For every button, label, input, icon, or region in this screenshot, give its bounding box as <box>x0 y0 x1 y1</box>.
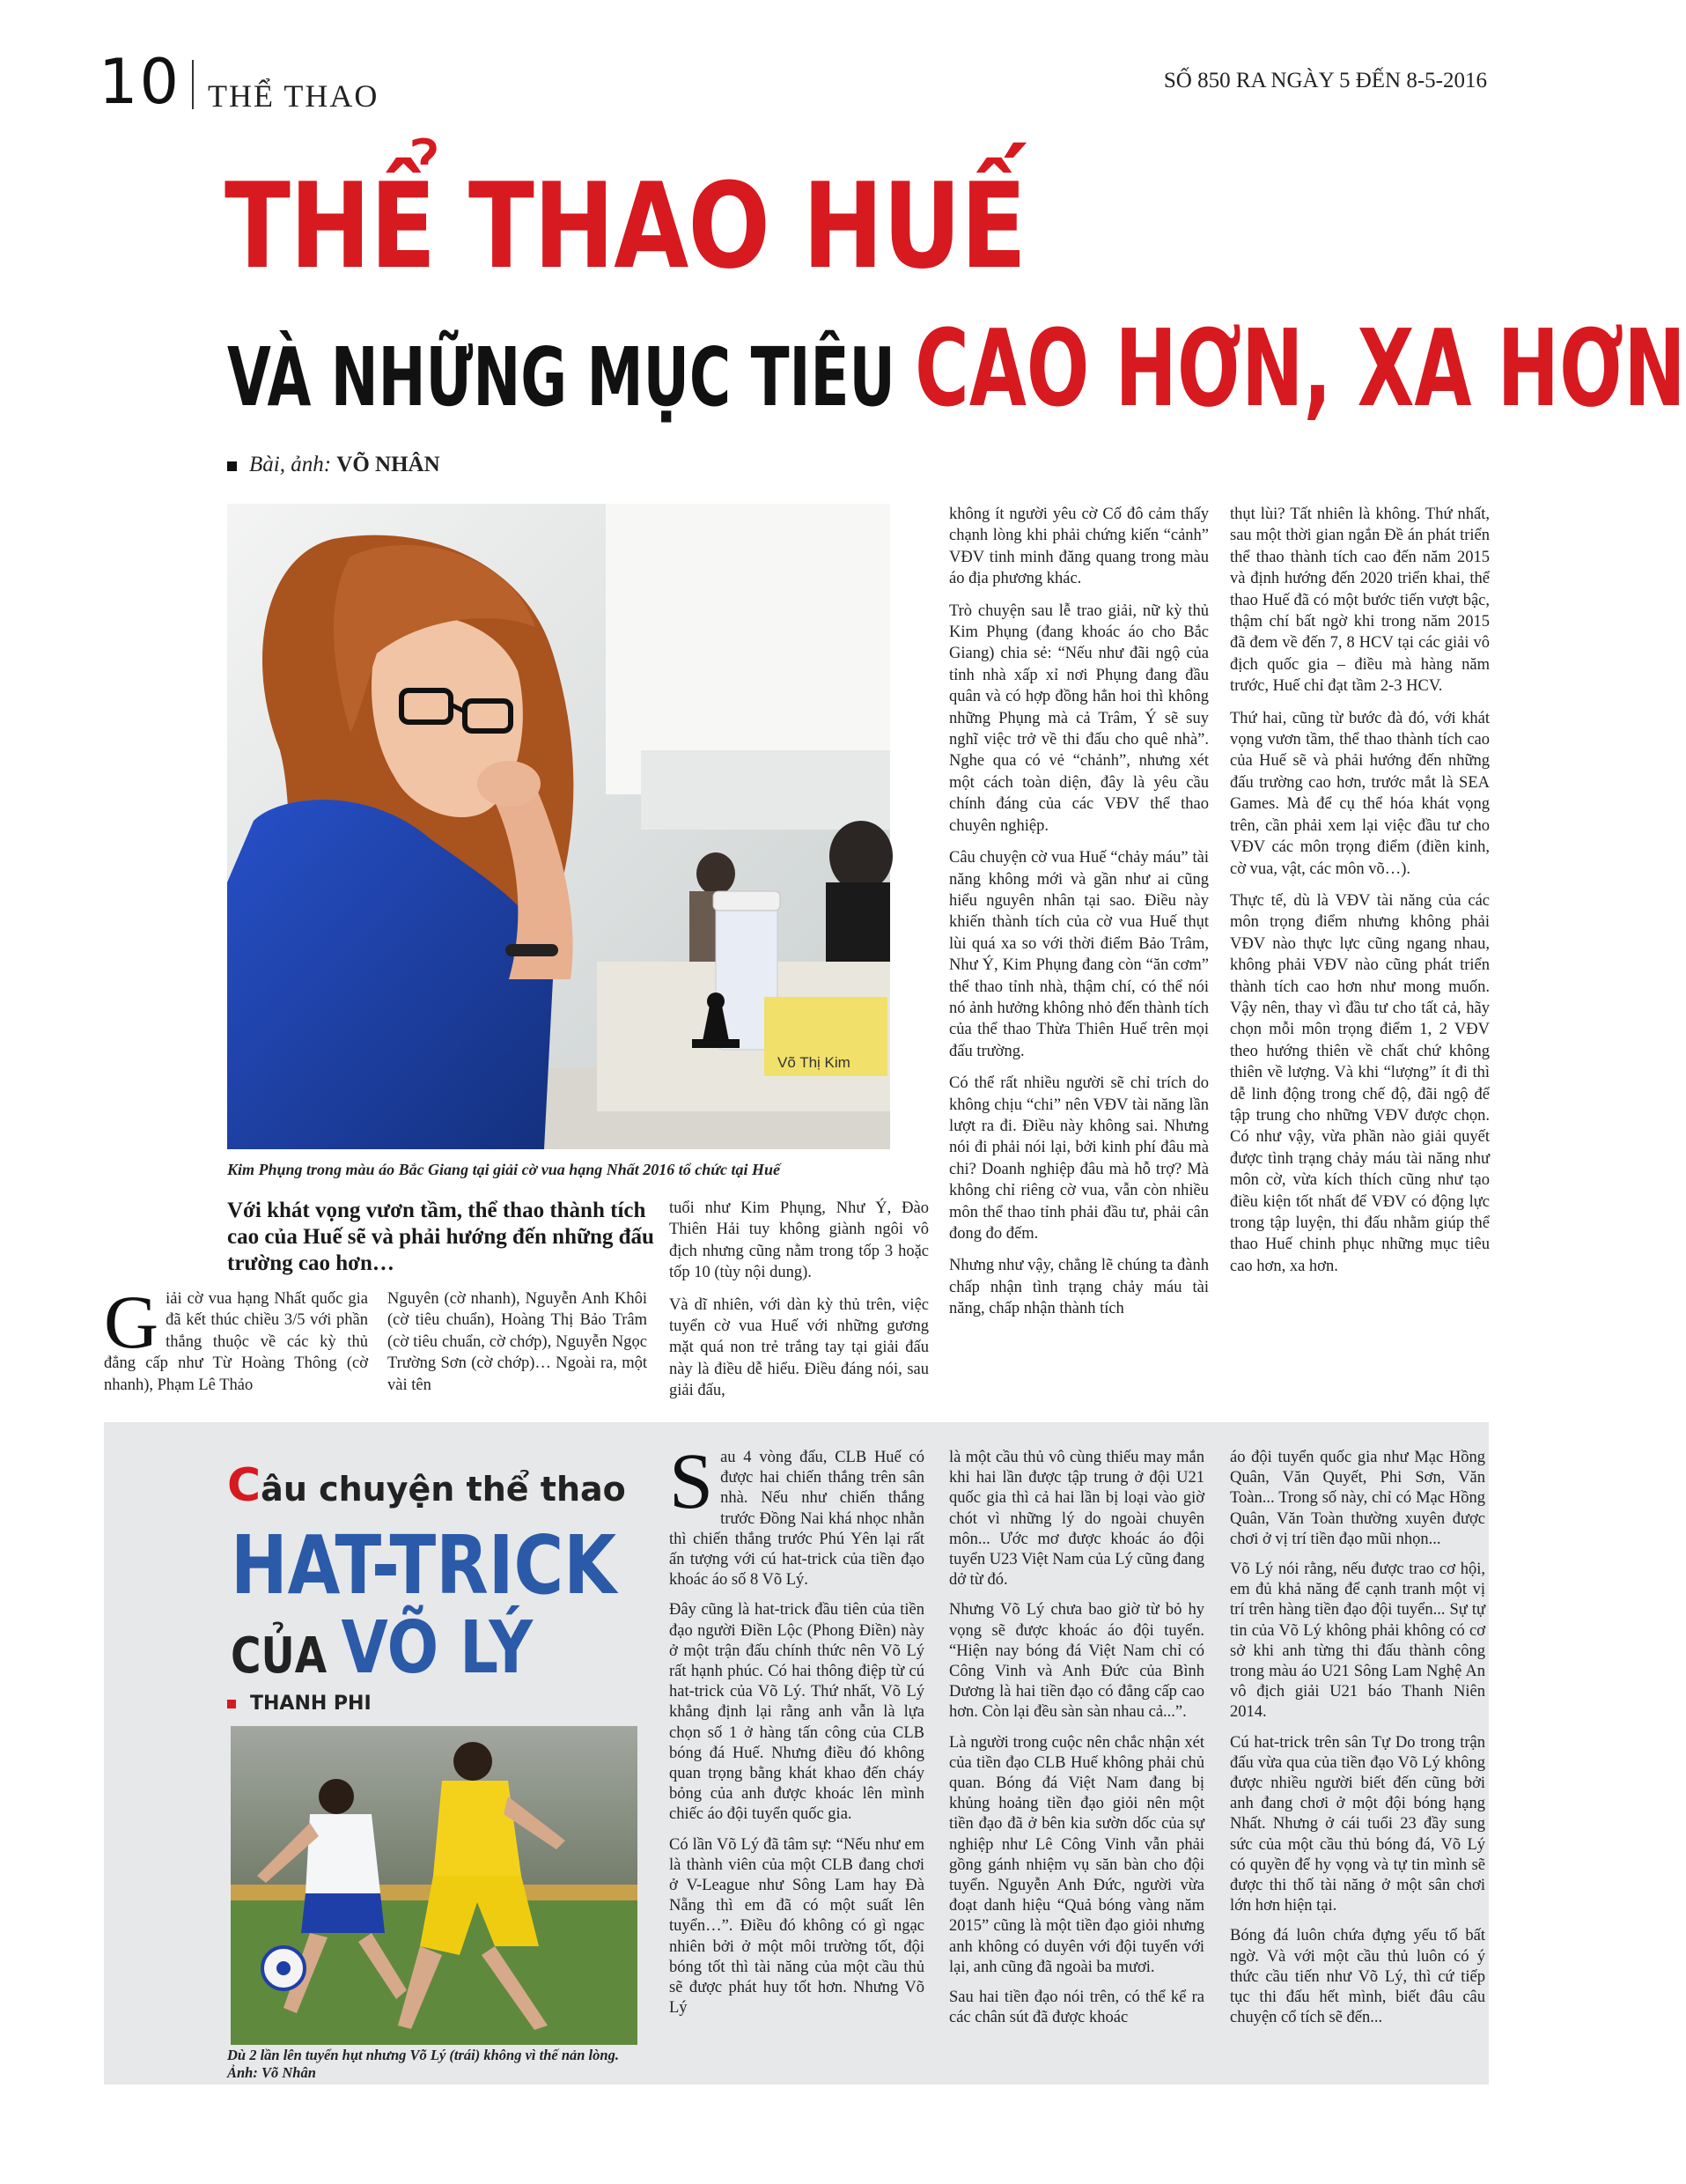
sidebar-photo <box>231 1726 637 2045</box>
sidebar-kicker <box>227 1459 626 1512</box>
title-line2-prefix: CỦA <box>231 1627 342 1685</box>
headline-line2 <box>227 308 1686 431</box>
sidebar-author: THANH PHI <box>250 1693 372 1715</box>
sidebar-paragraph: Võ Lý nói rằng, nếu được trao cơ hội, em đủ khả năng để cạnh tranh một vị trí trên hàng tiền đạo đội tuyển... Sự tự tin của Võ Lý không phải không có cơ sở khi anh từng thi đấu thành công trong màu áo U21 Sông Lam Nghệ An vô địch giải U21 báo Thanh Niên 2014. <box>1230 1561 1485 1722</box>
article-paragraph: Và dĩ nhiên, với dàn kỳ thủ trên, việc tuyển cờ vua Huế với những gương mặt quá non trẻ trắng tay tại giải đấu này là điều dễ hiểu. Điều đáng nói, sau giải đấu, <box>669 1295 929 1400</box>
sidebar-col-3 <box>1230 1448 1485 2038</box>
article-col-3 <box>669 1198 929 1413</box>
headline-line1: THỂ THAO HUẾ <box>225 158 1027 295</box>
article-col-4 <box>949 504 1209 1331</box>
headline-line2-red: CAO HƠN, XA HƠN <box>915 308 1686 431</box>
issue-info: SỐ 850 RA NGÀY 5 ĐẾN 8-5-2016 <box>1163 69 1487 92</box>
nameplate-text: Võ Thị Kim <box>777 1054 850 1071</box>
article-paragraph: thụt lùi? Tất nhiên là không. Thứ nhất, sau một thời gian ngắn Đề án phát triển thể thao thành tích cao đến năm 2015 và định hướng đến 2020 triển khai, thể thao Huế đã có một bước tiến vượt bậc, thậm chí bất ngờ khi trong năm 2015 đã đem về đến 7, 8 HCV tại các giải vô địch quốc gia – điều mà hàng năm trước, Huế chỉ đạt tầm 2-3 HCV. <box>1230 505 1490 696</box>
sidebar-paragraph: au 4 vòng đấu, CLB Huế có được hai chiến thắng trên sân nhà. Nếu như chiến thắng trước Đồng Nai khá nhọc nhằn thì chiến thắng trước Phú Yên lại rất ấn tượng với cú hat-trick của tiền đạo khoác áo số 8 Võ Lý. <box>669 1449 924 1590</box>
article-col-5 <box>1230 504 1490 1288</box>
sidebar-paragraph: Nhưng Võ Lý chưa bao giờ từ bỏ hy vọng sẽ được khoác áo đội tuyển. “Hiện nay bóng đá Việt Nam chỉ có Công Vinh và Anh Đức của Bình Dương là hai tiền đạo có đẳng cấp cao hơn. Còn lại đều sàn sàn nhau cả...”. <box>949 1601 1204 1722</box>
sidebar-photo-caption: Dù 2 lần lên tuyển hụt nhưng Võ Lý (trái) không vì thế nản lòng. Ảnh: Võ Nhân <box>227 2047 619 2081</box>
sidebar-paragraph: là một cầu thủ vô cùng thiếu may mắn khi hai lần được tập trung ở đội U21 quốc gia thì cả hai lần bị loại vào giờ chót vì những lý do ngoài chuyên môn... Ước mơ được khoác áo đội tuyển U23 Việt Nam của Lý cũng đang dở từ đó. <box>949 1449 1204 1590</box>
chess-player-illustration <box>227 504 890 1149</box>
dropcap-s: S <box>669 1438 714 1525</box>
sidebar-paragraph: Cú hat-trick trên sân Tự Do trong trận đấu vừa qua của tiền đạo Võ Lý không được nhiều người biết đến cũng bởi anh đang chơi ở một đội bóng hạng Nhất. Nhưng ở cái tuổi 23 đầy sung sức của một cầu thủ bóng đá, Võ Lý có quyền để hy vọng và tự tin mình sẽ được thi thố tài năng ở một sân chơi lớn hơn hiện tại. <box>1230 1733 1485 1915</box>
sidebar-title-line2 <box>231 1606 534 1703</box>
lead-paragraph: Với khát vọng vươn tầm, thể thao thành tích cao của Huế sẽ và phải hướng đến những đấu trường cao hơn… <box>227 1199 654 1275</box>
dropcap-g: G <box>104 1280 159 1364</box>
kicker-rest: âu chuyện thể thao <box>261 1470 626 1509</box>
article-paragraph: Có thể rất nhiều người sẽ chỉ trích do không chịu “chi” nên VĐV tài năng lần lượt ra đi. Điều này không sai. Nhưng nói đi phải nói lại, bởi kinh phí đâu mà chi? Doanh nghiệp đâu mà hỗ trợ? Mà không chỉ riêng cờ vua, vẫn còn nhiều môn thể thao tỉnh phải đầu tư, phải cân đong đo đếm. <box>949 1074 1209 1243</box>
article-paragraph: tuổi như Kim Phụng, Như Ý, Đào Thiên Hải tuy không giành ngôi vô địch nhưng cũng nằm trong tốp 3 hoặc tốp 10 (tùy nội dung). <box>669 1199 929 1282</box>
article-paragraph: iải cờ vua hạng Nhất quốc gia đã kết thúc chiều 3/5 với phần thắng thuộc về các kỳ thủ đẳng cấp như Từ Hoàng Thông (cờ nhanh), Phạm Lê Thảo <box>104 1290 368 1394</box>
sidebar-col-1 <box>669 1438 924 2028</box>
byline-author: VÕ NHÂN <box>336 453 440 476</box>
main-photo-caption: Kim Phụng trong màu áo Bắc Giang tại giải cờ vua hạng Nhất 2016 tổ chức tại Huế <box>227 1161 781 1178</box>
article-paragraph: Thứ hai, cũng từ bước đà đó, với khát vọng vươn tầm, thể thao thành tích cao của Huế sẽ và phải hướng đến những đấu trường cao hơn, trước mắt là SEA Games. Mà để cụ thể hóa khát vọng trên, cần phải xem lại việc đầu tư cho VĐV các môn trọng điểm (điền kinh, cờ vua, vật, các môn võ…). <box>1230 709 1490 878</box>
sidebar-col-2 <box>949 1448 1204 2038</box>
article-paragraph: Trò chuyện sau lễ trao giải, nữ kỳ thủ Kim Phụng (đang khoác áo cho Bắc Giang) chia sẻ: “Nếu như đãi ngộ của tỉnh nhà xấp xỉ nơi Phụng đang đầu quân và có hợp đồng hẳn hoi thì không những Phụng mà cả Trâm, Ý sẽ suy nghĩ việc trở về thi đấu cho quê nhà”. Nghe qua có vẻ “chảnh”, nhưng xét một cách toàn diện, đây là yêu cầu chính đáng của các VĐV thể thao chuyên nghiệp. <box>949 601 1209 835</box>
article-paragraph: không ít người yêu cờ Cố đô cảm thấy chạnh lòng khi phải chứng kiến “cảnh” VĐV tinh minh đăng quang trong màu áo địa phương khác. <box>949 505 1209 588</box>
bullet-square-icon <box>227 461 237 471</box>
title-line2-name: VÕ LÝ <box>341 1606 534 1690</box>
sidebar-paragraph: Có lần Võ Lý đã tâm sự: “Nếu như em là thành viên của một CLB đang chơi ở V-League như Sông Lam hay Đà Nẵng thì em đã có một suất lên tuyển…”. Điều đó không có gì ngạc nhiên bởi ở một môi trường tốt, đội bóng tốt thì tài năng của một cầu thủ sẽ được phát huy tốt hơn. Nhưng Võ Lý <box>669 1835 924 2018</box>
section-label: THỂ THAO <box>208 78 379 114</box>
sidebar-paragraph: Là người trong cuộc nên chắc nhận xét của tiền đạo CLB Huế không phải chủ quan. Bóng đá Việt Nam đang bị khủng hoảng tiền đạo giỏi nên một tiền đạo đã ở bên kia sườn dốc của sự nghiệp như Lê Công Vinh vẫn phải gồng gánh nhiệm vụ săn bàn cho đội tuyển. Nguyễn Anh Đức, người vừa đoạt danh hiệu “Quả bóng vàng năm 2015” cũng là một tiền đạo giỏi nhưng anh không có duyên với đội tuyển với lại, anh cũng đã ngoài ba mươi. <box>949 1733 1204 1976</box>
article-paragraph: Câu chuyện cờ vua Huế “chảy máu” tài năng không mới và gần như ai cũng hiểu nguyên nhân tại sao. Điều này khiến thành tích của cờ vua Huế thụt lùi quá xa so với thời điểm Bảo Trâm, Như Ý, Kim Phụng đang còn “ăn cơm” thể thao tỉnh nhà, thậm chí, có thể nói nó ảnh hưởng không nhỏ đến thành tích của thể thao Thừa Thiên Huế trên mọi đấu trường. <box>949 849 1209 1060</box>
sidebar-title-line1: HAT-TRICK <box>231 1518 617 1612</box>
football-players-illustration <box>231 1726 637 2045</box>
sidebar-paragraph: áo đội tuyển quốc gia như Mạc Hồng Quân, Văn Quyết, Phi Sơn, Văn Toàn... Trong số này, chỉ có Mạc Hồng Quân, Văn Toàn thường xuyên được chơi ở vị trí tiền đạo mũi nhọn... <box>1230 1449 1485 1548</box>
kicker-first-letter: C <box>227 1459 261 1512</box>
headline-line2-black: VÀ NHỮNG MỤC TIÊU <box>227 330 916 424</box>
header-divider <box>192 60 194 109</box>
page-number: 10 <box>99 46 181 118</box>
sidebar-byline <box>227 1693 372 1715</box>
byline <box>227 453 440 477</box>
sidebar-paragraph: Đây cũng là hat-trick đầu tiên của tiền đạo người Điền Lộc (Phong Điền) này ở một trận đấu chính thức nên Võ Lý rất hạnh phúc. Có hai thông điệp từ cú hat-trick của Võ Lý. Thứ nhất, Võ Lý khẳng định lại rằng anh vẫn là lựa chọn số 1 ở hàng tấn công của CLB bóng đá Huế. Nhưng điều đó không quan trọng bằng khát khao đến cháy bỏng của anh được khoác lên mình chiếc áo đội tuyển quốc gia. <box>669 1601 924 1824</box>
sidebar-paragraph: Bóng đá luôn chứa đựng yếu tố bất ngờ. Và với một cầu thủ luôn có ý thức cầu tiến như Võ Lý, thì cứ tiếp tục thi đấu hết mình, biết đâu câu chuyện cổ tích sẽ đến... <box>1230 1927 1485 2027</box>
article-col-2 <box>387 1288 647 1406</box>
main-photo <box>227 504 890 1149</box>
article-col-1 <box>104 1280 368 1406</box>
byline-label: Bài, ảnh: <box>249 453 332 476</box>
article-paragraph: Nhưng như vậy, chẳng lẽ chúng ta đành chấp nhận tình trạng chảy máu tài năng, chấp nhận thành tích <box>949 1257 1209 1318</box>
article-paragraph: Thực tế, dù là VĐV tài năng của các môn trọng điểm nhưng không phải VĐV nào thực lực cũng ngang nhau, không phải VĐV nào cũng phát triển thành tích cao hơn như mong muốn. Vậy nên, thay vì đầu tư cho tất cả, hãy chọn mỗi môn trọng điểm 1, 2 VĐV theo hướng thiên về chất chứ không thiên về lượng. Và khi “lượng” ít đi thì dễ linh động trong chế độ, đãi ngộ để tập trung cho những VĐV được chọn. Có như vậy, vừa phần nào giải quyết được tình trạng chảy máu tài năng như môn cờ, vừa kích thích cũng như tạo điều kiện tốt nhất để VĐV có động lực trong tập luyện, thi đấu nhằm giúp thể thao Huế chinh phục những mục tiêu cao hơn, xa hơn. <box>1230 891 1490 1275</box>
sidebar-paragraph: Sau hai tiền đạo nói trên, có thể kể ra các chân sút đã được khoác <box>949 1988 1204 2027</box>
bullet-square-icon <box>227 1700 236 1708</box>
article-paragraph: Nguyên (cờ nhanh), Nguyễn Anh Khôi (cờ tiêu chuẩn), Hoàng Thị Bảo Trâm (cờ tiêu chuẩn, cờ chớp), Nguyễn Ngọc Trường Sơn (cờ chớp)… Ngoài ra, một vài tên <box>387 1290 647 1394</box>
